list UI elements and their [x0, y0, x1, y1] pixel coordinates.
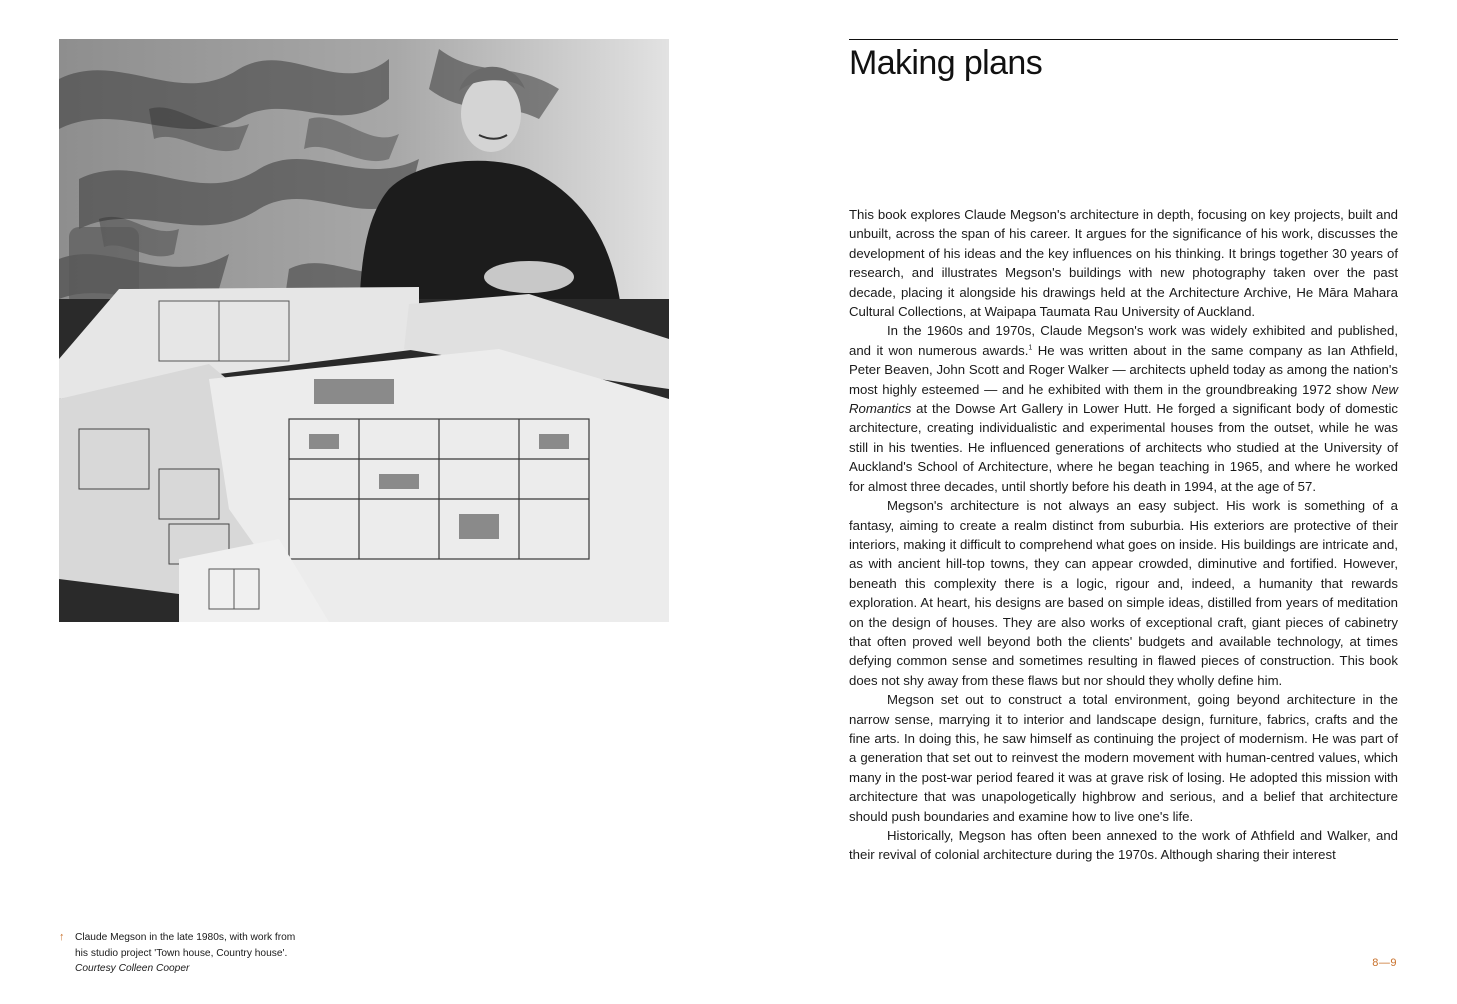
caption-credit: Courtesy Colleen Cooper — [75, 963, 190, 974]
photo-claude-megson — [59, 39, 669, 622]
caption-text: Claude Megson in the late 1980s, with work from his studio project 'Town house, Country house'. — [75, 932, 296, 959]
page-title: Making plans — [849, 44, 1043, 82]
arrow-up-icon: ↑ — [59, 931, 65, 943]
title-rule — [849, 39, 1398, 40]
paragraph-2: In the 1960s and 1970s, Claude Megson's work was widely exhibited and published, and it won numerous awards.$^1$ He was written about in the same company as Ian Athfield, Peter Beaven, John Scott and Roger Walker — architects upheld today as among the nation's most highly esteemed — and he exhibited with them in the groundbreaking 1972 show New Romantics at the Dowse Art Gallery in Lower Hutt. He forged a significant body of domestic architecture, creating individualistic and experimental houses from the outset, while he was still in his twenties. He influenced generations of architects who studied at the University of Auckland's School of Architecture, where he began teaching in 1965, and where he worked for almost three decades, until shortly before his death in 1994, at the age of 57. — [849, 323, 1398, 494]
paragraph-5: Historically, Megson has often been annexed to the work of Athfield and Walker, and their revival of colonial architecture during the 1970s. Although sharing their interest — [849, 828, 1398, 863]
architectural-drawings — [59, 287, 669, 622]
footnote-ref[interactable]: 1 — [1028, 344, 1033, 352]
paragraph-3: Megson's architecture is not always an easy subject. His work is something of a fantasy, aiming to create a realm distinct from suburbia. His exteriors are protective of their interiors, making it difficult to comprehend what goes on inside. His buildings are intricate and, as with ancient hill-top towns, they can appear crowded, diminutive and fortified. However, beneath this complexity there is a logic, rigour and, indeed, a humanity that rewards exploration. At heart, his designs are based on simple ideas, distilled from years of meditation on the design of houses. They are also works of exceptional craft, giant pieces of cabinetry that often proved well beyond both the clients' budgets and available technology, at times defying common sense and sometimes resulting in flawed pieces of construction. This book does not shy away from these flaws but nor should they wholly define him. — [849, 498, 1398, 688]
paragraph-4: Megson set out to construct a total environment, going beyond architecture in the narrow sense, marrying it to interior and landscape design, furniture, fabrics, crafts and the fine arts. In doing this, he saw himself as continuing the project of modernism. He was part of a generation that set out to reinvest the modern movement with human-centred values, which many in the post-war period feared it was at grave risk of losing. He adopted this mission with architecture that was unapologetically highbrow and serious, and a belief that architecture should push boundaries and examine how to live one's life. — [849, 692, 1398, 824]
paragraph-1: This book explores Claude Megson's architecture in depth, focusing on key projects, built and unbuilt, across the span of his career. It argues for the significance of his work, discusses the development of his ideas and the key influences on his thinking. It brings together 30 years of research, and illustrates Megson's buildings with new photography taken over the past decade, placing it alongside his drawings held at the Architecture Archive, He Māra Mahara Cultural Collections, at Waipapa Taumata Rau University of Auckland. — [849, 207, 1398, 320]
body-text — [849, 205, 1398, 865]
page-number: 8—9 — [1372, 957, 1397, 969]
photo-caption — [59, 930, 309, 977]
